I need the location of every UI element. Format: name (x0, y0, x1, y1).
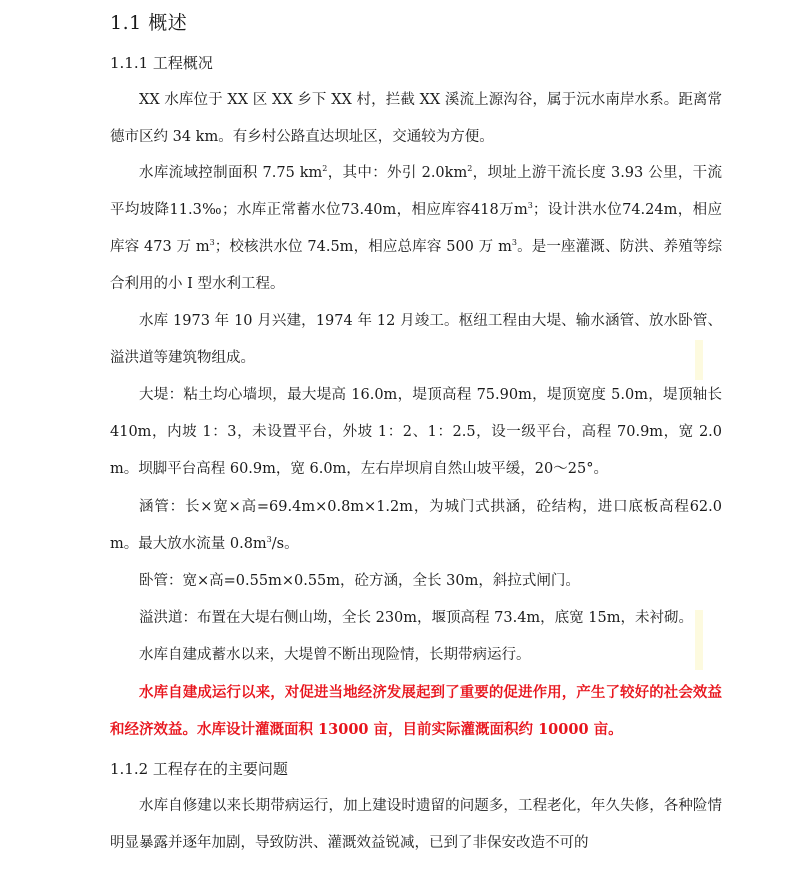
subsection-title-problems: 1.1.2 工程存在的主要问题 (110, 760, 288, 778)
paragraph-inclined-pipe: 卧管：宽×高=0.55m×0.55m，砼方涵，全长 30m，斜拉式闸门。 (139, 573, 580, 589)
paragraph-location: XX 水库位于 XX 区 XX 乡下 XX 村，拦截 XX 溪流上源沟谷，属于沅水南岸水系。距离常德市区约 34 km。有乡村公路直达坝址区，交通较为方便。 (110, 92, 722, 145)
section-title: 1.1 概述 (110, 12, 188, 34)
paragraph-spillway: 溢洪道：布置在大堤右侧山坳，全长 230m，堰顶高程 73.4m，底宽 15m，未衬砌。 (139, 610, 693, 626)
scan-artifact (695, 340, 703, 380)
paragraph-dam: 大堤：粘土均心墙坝，最大堤高 16.0m，堤顶高程 75.90m，堤顶宽度 5.0m，堤顶轴长 410m，内坡 1：3，未设置平台，外坡 1：2、1：2.5，设一级平台，高程 70.9m，宽 2.0m。坝脚平台高程 60.9m，宽 6.0m，左右岸坝肩自然山坡平缓，20～25°。 (110, 387, 722, 477)
subsection-title-overview: 1.1.1 工程概况 (110, 54, 213, 72)
paragraph-hydrology: 水库流域控制面积 7.75 $km^2$，其中：外引 $2.0km^2$，坝址上游干流长度 3.93 公里，干流平均坡降11.3‰；水库正常蓄水位73.40m，相应库容418万$m^3$；设计洪水位74.24m，相应库容 473 万 $m^3$；校核洪水位 74.5m，相应总库容 500 万 $m^3$。是一座灌溉、防洪、养殖等综合利用的小 I 型水利工程。 (110, 164, 722, 292)
paragraph-construction-history: 水库 1973 年 10 月兴建，1974 年 12 月竣工。枢纽工程由大堤、输水涵管、放水卧管、溢洪道等建筑物组成。 (110, 313, 722, 366)
paragraph-risk-status: 水库自建成蓄水以来，大堤曾不断出现险情，长期带病运行。 (139, 647, 531, 663)
paragraph-problems: 水库自修建以来长期带病运行，加上建设时遗留的问题多，工程老化，年久失修，各种险情明显暴露并逐年加剧，导致防洪、灌溉效益锐减，已到了非保安改造不可的 (110, 798, 722, 851)
scan-artifact (695, 610, 703, 670)
paragraph-benefits-highlight: 水库自建成运行以来，对促进当地经济发展起到了重要的促进作用，产生了较好的社会效益和经济效益。水库设计灌溉面积 13000 亩，目前实际灌溉面积约 10000 亩。 (110, 684, 722, 738)
paragraph-culvert: 涵管：长×宽×高=69.4m×0.8m×1.2m，为城门式拱涵，砼结构，进口底板高程62.0m。最大放水流量 $0.8m^3/s$。 (110, 499, 722, 552)
